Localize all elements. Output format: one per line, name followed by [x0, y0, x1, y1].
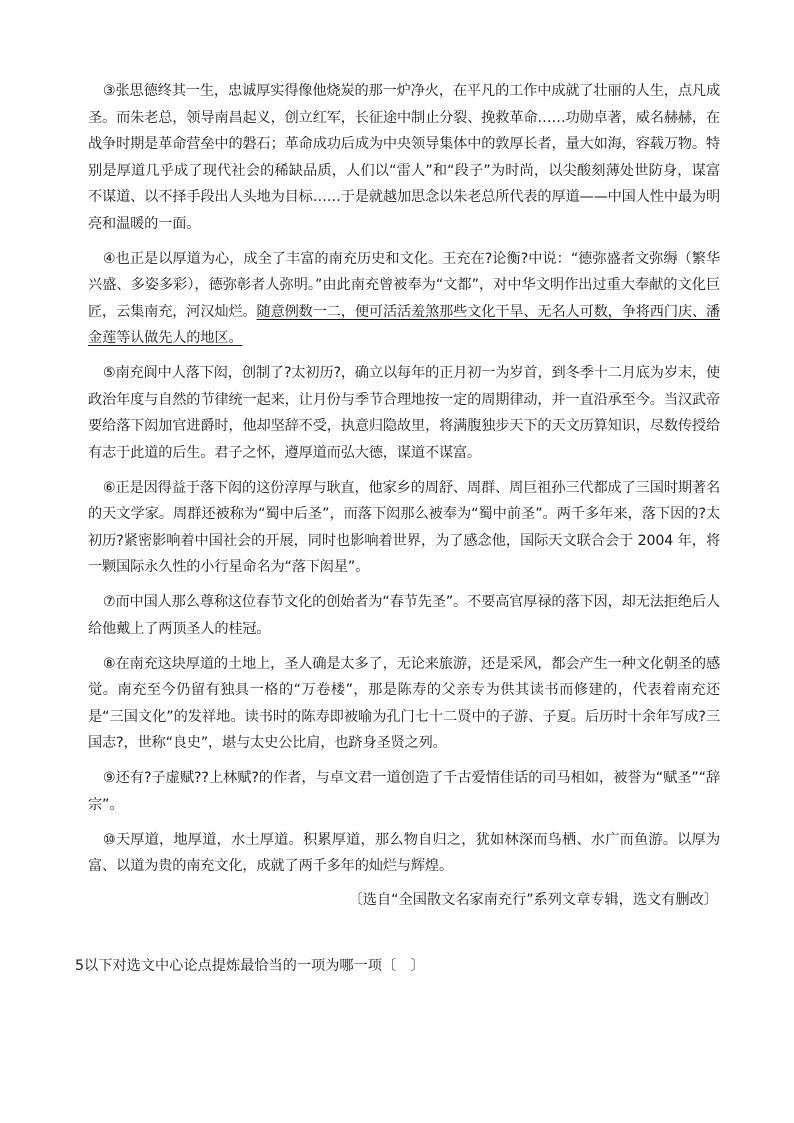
- paragraph-3: ③张思德终其一生，忠诚厚实得像他烧炭的那一炉净火，在平凡的工作中成就了壮丽的人生，点凡成圣。而朱老总，领导南昌起义，创立红军，长征途中制止分裂、挽救革命……功勋卓著，威名赫赫，在战争时期是革命营垒中的磐石；革命成功后成为中央领导集体中的敦厚长者，量大如海，容载万物。特别是厚道几乎成了现代社会的稀缺品质，人们以“雷人”和“段子”为时尚，以尖酸刻薄处世防身，谋富不谋道、以不择手段出人头地为目标……于是就越加思念以朱老总所代表的厚道——中国人性中最为明亮和温暖的一面。: [88, 83, 720, 232]
- paragraph-10: ⑩天厚道，地厚道，水土厚道。积累厚道，那么物自归之，犹如林深而鸟栖、水广而鱼游。以厚为富、以道为贵的南充文化，成就了两千多年的灿烂与辉煌。: [88, 831, 720, 874]
- source-citation: 〔选自“全国散文名家南充行”系列文章专辑，选文有删改〕: [348, 891, 718, 908]
- paragraph-4-text: ④也正是以厚道为心，成全了丰富的南充历史和文化。王充在?论衡?中说：“德弥盛者文弥缛（繁华兴盛、多姿多彩），德弥彰者人弥明。”由此南充曾被奉为“文都”，对中华文明作出过重大奉献的文化巨匠，云集南充，河汉灿烂。: [88, 250, 720, 320]
- article-body: [88, 78, 720, 911]
- question-5: 5以下对选文中心论点提炼最恰当的一项为哪一项〔 〕: [75, 958, 425, 974]
- paragraph-9: ⑨还有?子虚赋??上林赋?的作者，与卓文君一道创造了千古爱情佳话的司马相如，被誉为“赋圣”“辞宗”。: [88, 770, 720, 813]
- paragraph-6: ⑥正是因得益于落下闳的这份淳厚与耿直，他家乡的周舒、周群、周巨祖孙三代都成了三国时期著名的天文学家。周群还被称为“蜀中后圣”，而落下闳那么被奉为“蜀中前圣”。两千多年来，落下因的?太初历?紧密影响着中国社会的开展，同时也影响着世界，为了感念他，国际天文联合会于 2004 年，将一颗国际永久性的小行星命名为“落下闳星”。: [88, 479, 720, 575]
- paragraph-8: ⑧在南充这块厚道的土地上，圣人确是太多了，无论来旅游，还是采风，都会产生一种文化朝圣的感觉。南充至今仍留有独具一格的“万卷楼”，那是陈寿的父亲专为供其读书而修建的，代表着南充还是“三国文化”的发祥地。读书时的陈寿即被喻为孔门七十二贤中的子游、子夏。后历时十余年写成?三国志?，世称“良史”，堪与太史公比肩，也跻身圣贤之列。: [88, 655, 720, 751]
- paragraph-7: ⑦而中国人那么尊称这位春节文化的创始者为“春节先圣”。不要高官厚禄的落下因，却无法拒绝后人给他戴上了两顶圣人的桂冠。: [88, 594, 720, 637]
- paragraph-5: ⑤南充阆中人落下闳，创制了?太初历?，确立以每年的正月初一为岁首，到冬季十二月底为岁末，使政治年度与自然的节律统一起来，让月份与季节合理地按一定的周期律动，并一直沿承至今。当汉武帝要给落下闳加官进爵时，他却坚辞不受，执意归隐故里，将满腹独步天下的天文历算知识，尽数传授给有志于此道的后生。君子之怀，遵厚道而弘大德，谋道不谋富。: [88, 365, 720, 461]
- paragraph-4-underlined-sentence: 随意例数一二，便可活活羞煞那些文化干旱、无名人可数，争将西门庆、潘金莲等认做先人的地区。: [88, 303, 721, 346]
- paragraph-4: [88, 246, 720, 352]
